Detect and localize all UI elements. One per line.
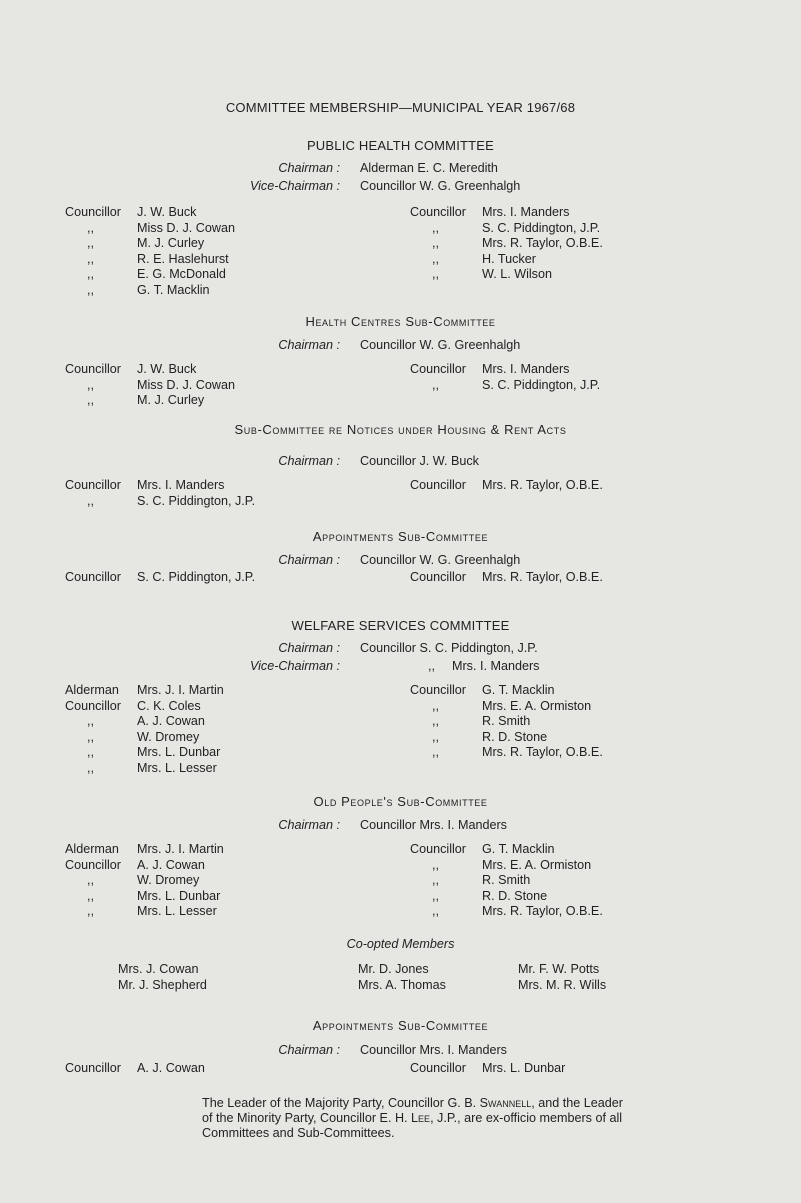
- member-prefix: Councillor: [65, 698, 121, 713]
- member-prefix: ,,: [87, 714, 94, 729]
- member-prefix: ,,: [432, 873, 439, 888]
- member-prefix: ,,: [432, 904, 439, 919]
- member-prefix: ,,: [87, 888, 94, 903]
- member-prefix: ,,: [432, 698, 439, 713]
- coopted-member: Mrs. M. R. Wills: [518, 978, 607, 992]
- member-prefix: ,,: [432, 236, 439, 251]
- appointments-ws-heading: Appointments Sub-Committee: [312, 1018, 489, 1033]
- ap1-chairman-label: Chairman :: [278, 553, 340, 567]
- member-name: G. T. Macklin: [482, 683, 555, 697]
- member-name: R. D. Stone: [482, 888, 548, 903]
- ph-vice-label: Vice-Chairman :: [249, 179, 340, 193]
- member-name: Mrs. E. A. Ormiston: [482, 698, 592, 713]
- member-prefix: ,,: [432, 729, 439, 744]
- member-prefix: Councillor: [65, 478, 121, 492]
- member-prefix: ,,: [87, 761, 94, 775]
- member-name: G. T. Macklin: [137, 283, 210, 297]
- notices-heading: Sub-Committee re Notices under Housing & Rent Acts: [234, 422, 567, 437]
- member-prefix: ,,: [432, 267, 439, 282]
- ws-chairman-label: Chairman :: [278, 641, 340, 655]
- member-name: Mrs. L. Lesser: [137, 761, 217, 775]
- coopted-member: Mr. F. W. Potts: [518, 962, 600, 976]
- member-prefix: ,,: [432, 377, 439, 392]
- member-name: Mrs. L. Dunbar: [137, 888, 221, 903]
- member-name: A. J. Cowan: [137, 1061, 205, 1075]
- member-name: Mrs. L. Lesser: [137, 904, 217, 919]
- member-prefix: Alderman: [65, 842, 119, 856]
- welfare-heading: WELFARE SERVICES COMMITTEE: [291, 618, 510, 633]
- member-name: Mrs. R. Taylor, O.B.E.: [482, 904, 603, 919]
- member-name: S. C. Piddington, J.P.: [482, 220, 601, 235]
- health-centres-heading: Health Centres Sub-Committee: [305, 314, 496, 329]
- op-chairman-label: Chairman :: [278, 818, 340, 832]
- coopted-heading: Co-opted Members: [346, 937, 455, 951]
- note-text: , and the Leader of the Minority Party, Councillor E. H.: [202, 1096, 623, 1125]
- member-name: S. C. Piddington, J.P.: [482, 377, 601, 392]
- ws-chairman: Councillor S. C. Piddington, J.P.: [360, 641, 538, 655]
- member-name: M. J. Curley: [137, 236, 205, 251]
- ph-chairman-label: Chairman :: [278, 161, 340, 175]
- coopted-member: Mr. J. Shepherd: [118, 978, 207, 992]
- member-name: H. Tucker: [482, 251, 536, 266]
- ws-vice: Mrs. I. Manders: [452, 659, 540, 673]
- public-health-heading: PUBLIC HEALTH COMMITTEE: [306, 138, 495, 153]
- member-prefix: Councillor: [410, 842, 466, 856]
- member-prefix: Councillor: [65, 857, 121, 872]
- ph-chairman: Alderman E. C. Meredith: [360, 161, 498, 175]
- ex-officio-note: [202, 1096, 632, 1141]
- member-prefix: Councillor: [410, 478, 466, 492]
- member-name: Miss D. J. Cowan: [137, 377, 235, 392]
- op-chairman: Councillor Mrs. I. Manders: [360, 818, 507, 832]
- member-prefix: ,,: [87, 729, 94, 744]
- member-prefix: ,,: [87, 904, 94, 919]
- ap2-chairman: Councillor Mrs. I. Manders: [360, 1043, 507, 1057]
- coopted-member: Mrs. A. Thomas: [358, 978, 446, 992]
- member-name: M. J. Curley: [137, 393, 205, 408]
- appointments-ph-heading: Appointments Sub-Committee: [312, 529, 489, 544]
- member-name: S. C. Piddington, J.P.: [137, 493, 256, 508]
- member-prefix: ,,: [87, 236, 94, 251]
- hc-chairman: Councillor W. G. Greenhalgh: [360, 338, 521, 352]
- member-prefix: ,,: [87, 873, 94, 888]
- member-prefix: Alderman: [65, 683, 119, 697]
- member-name: R. E. Haslehurst: [137, 251, 229, 266]
- member-prefix: Councillor: [410, 683, 466, 697]
- member-name: Mrs. I. Manders: [482, 362, 570, 376]
- member-prefix: ,,: [87, 377, 94, 392]
- member-prefix: Councillor: [410, 205, 466, 219]
- member-name: Mrs. I. Manders: [482, 205, 570, 219]
- member-name: Mrs. R. Taylor, O.B.E.: [482, 478, 603, 492]
- member-prefix: ,,: [432, 714, 439, 729]
- member-name: R. Smith: [482, 714, 531, 729]
- note-text: , J.P., are ex-officio members of all Committees and Sub-Committees.: [202, 1111, 623, 1140]
- page-title: COMMITTEE MEMBERSHIP—MUNICIPAL YEAR 1967/68: [225, 100, 576, 115]
- old-people-heading: Old People's Sub-Committee: [313, 794, 488, 809]
- member-name: G. T. Macklin: [482, 842, 555, 856]
- member-name: Miss D. J. Cowan: [137, 220, 235, 235]
- member-name: Mrs. R. Taylor, O.B.E.: [482, 236, 603, 251]
- member-prefix: ,,: [432, 220, 439, 235]
- hc-chairman-label: Chairman :: [278, 338, 340, 352]
- member-name: Mrs. E. A. Ormiston: [482, 857, 592, 872]
- coopted-member: Mr. D. Jones: [358, 962, 429, 976]
- member-prefix: ,,: [432, 857, 439, 872]
- member-name: Mrs. R. Taylor, O.B.E.: [482, 745, 603, 760]
- note-leader-minority: Lee: [411, 1111, 431, 1125]
- nt-chairman-label: Chairman :: [278, 454, 340, 468]
- member-name: Mrs. J. I. Martin: [137, 683, 224, 697]
- member-prefix: ,,: [87, 283, 94, 297]
- member-name: A. J. Cowan: [137, 857, 205, 872]
- member-name: R. Smith: [482, 873, 531, 888]
- member-name: Mrs. I. Manders: [137, 478, 225, 492]
- member-prefix: ,,: [87, 745, 94, 760]
- member-prefix: Councillor: [65, 362, 121, 376]
- member-name: W. Dromey: [137, 729, 200, 744]
- member-prefix: Councillor: [410, 362, 466, 376]
- member-prefix: ,,: [87, 393, 94, 408]
- ap2-chairman-label: Chairman :: [278, 1043, 340, 1057]
- ws-vice-ditto: ,,: [428, 659, 435, 673]
- ap1-chairman: Councillor W. G. Greenhalgh: [360, 553, 521, 567]
- member-prefix: ,,: [87, 267, 94, 282]
- member-prefix: Councillor: [65, 1061, 121, 1075]
- member-name: W. Dromey: [137, 873, 200, 888]
- member-name: Mrs. L. Dunbar: [482, 1061, 566, 1075]
- nt-chairman: Councillor J. W. Buck: [360, 454, 479, 468]
- member-prefix: ,,: [87, 251, 94, 266]
- member-name: Mrs. R. Taylor, O.B.E.: [482, 570, 603, 584]
- member-name: R. D. Stone: [482, 729, 548, 744]
- member-prefix: ,,: [432, 745, 439, 760]
- member-name: E. G. McDonald: [137, 267, 226, 282]
- member-name: Mrs. L. Dunbar: [137, 745, 221, 760]
- note-leader-majority: Swannell: [479, 1096, 532, 1110]
- member-prefix: Councillor: [410, 570, 466, 584]
- member-prefix: ,,: [87, 493, 94, 508]
- member-name: S. C. Piddington, J.P.: [137, 570, 256, 584]
- member-name: J. W. Buck: [137, 205, 197, 219]
- note-text: The Leader of the Majority Party, Councillor G. B.: [202, 1096, 480, 1110]
- member-prefix: Councillor: [65, 205, 121, 219]
- member-name: A. J. Cowan: [137, 714, 205, 729]
- member-name: Mrs. J. I. Martin: [137, 842, 224, 856]
- member-name: J. W. Buck: [137, 362, 197, 376]
- member-name: W. L. Wilson: [482, 267, 552, 282]
- member-prefix: Councillor: [65, 570, 121, 584]
- member-name: C. K. Coles: [137, 698, 201, 713]
- ws-vice-label: Vice-Chairman :: [249, 659, 340, 673]
- member-prefix: ,,: [432, 888, 439, 903]
- member-prefix: Councillor: [410, 1061, 466, 1075]
- coopted-member: Mrs. J. Cowan: [118, 962, 199, 976]
- ph-vice: Councillor W. G. Greenhalgh: [360, 179, 521, 193]
- member-prefix: ,,: [432, 251, 439, 266]
- member-prefix: ,,: [87, 220, 94, 235]
